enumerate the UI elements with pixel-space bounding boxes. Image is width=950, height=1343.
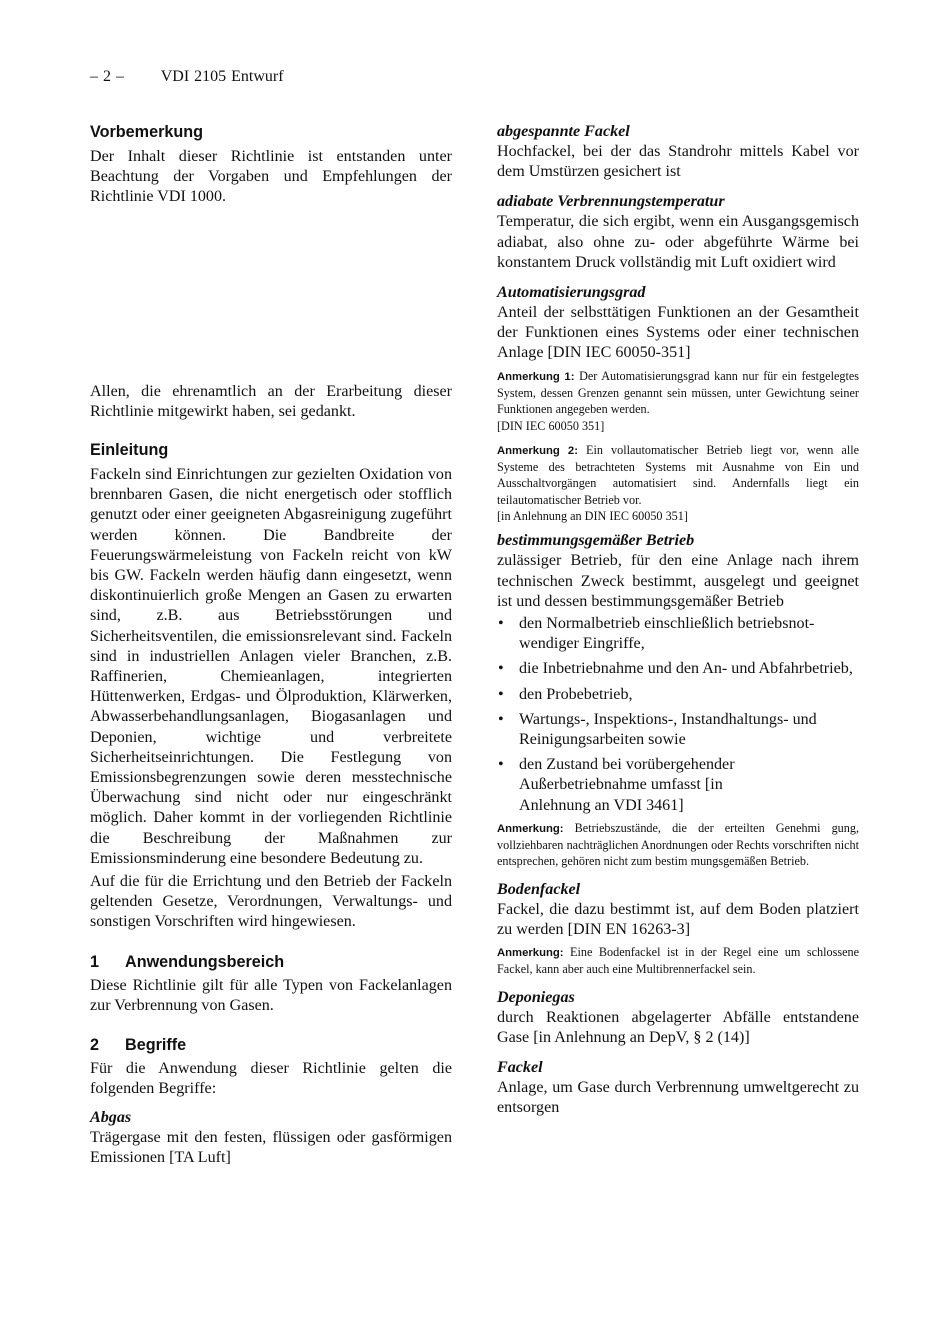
- einleitung-paragraph-1: Fackeln sind Einrichtungen zur gezielten Oxidation von brennbaren Gasen, die nicht energetisch oder stofflich genutzt oder einer geeigneten Abgasreinigung zugeführt werden können. Die Bandbreite der Feuerungswärmeleistung von Fackeln reicht von kW bis GW. Fackeln werden häufig dann eingesetzt, wenn diskontinuierlich große Mengen an Gasen zu erwarten sind, z.B. aus Betriebsstörungen und Sicherheitsventilen, die emissionsrelevant sind. Fackeln sind in industriellen Anlagen vieler Branchen, z.B. Raffinerien, Chemieanlagen, integrierten Hüttenwerken, Erdgas- und Ölproduktion, Klärwerken, Abwasserbehandlungsanlagen, Biogasanlagen und Deponien, wichtige und verbreitete Sicherheitseinrichtungen. Die Festlegung von Emissionsbegrenzungen sowie deren messtechnische Überwachung sind nicht oder nur eingeschränkt möglich. Daher kommt in der vorliegenden Richtlinie die Beschreibung der Maßnahmen zur Emissionsminderung eine besondere Bedeutung zu.: [90, 466, 452, 867]
- note-text: Ein vollautomatischer Betrieb liegt vor, wenn alle Systeme des betrachteten Systems mit Ausnahme von Ein und Ausschaltvorgängen automatisiert sind. Andernfalls liegt ein teilautomatischer Betrieb vor.: [497, 442, 860, 507]
- document-title: VDI 2105 Entwurf: [160, 68, 284, 85]
- page-number: – 2 –: [90, 68, 124, 85]
- page-header: [90, 68, 284, 86]
- bullet-icon: •: [498, 710, 504, 728]
- bullet-icon: •: [498, 614, 504, 632]
- list-item: • die Inbetriebnahme und den An- und Abfahrbetrieb,: [497, 659, 859, 679]
- bullet-icon: •: [498, 756, 504, 774]
- term-abgespannte-fackel: abgespannte Fackel: [497, 123, 630, 140]
- vorbemerkung-text: Der Inhalt dieser Richtlinie ist entstanden unter Beachtung der Vorgaben und Empfehlungen der Richtlinie VDI 1000.: [90, 148, 452, 206]
- list-item: • Wartungs-, Inspektions-, Instandhaltungs- und Reinigungsarbeiten sowie: [498, 710, 817, 748]
- term-adiabate-verbrennungstemperatur: adiabate Verbrennungstemperatur: [497, 193, 725, 211]
- note-label: Anmerkung 1:: [497, 370, 575, 383]
- note-label: Anmerkung:: [497, 947, 564, 960]
- definition-automatisierungsgrad: Anteil der selbsttätigen Funktionen an der Gesamtheit der Funktionen eines Systems oder einer technischen Anlage [DIN IEC 60050-351]: [497, 304, 859, 362]
- note-label: Anmerkung:: [497, 822, 564, 835]
- section-1-title: Anwendungsbereich: [125, 952, 285, 971]
- left-column: [90, 120, 452, 1168]
- definition-deponiegas: durch Reaktionen abgelagerter Abfälle entstandene Gase [in Anlehnung an DepV, § 2 (14)]: [497, 1008, 859, 1046]
- section-1-number: 1: [90, 952, 100, 971]
- note-text: Der Automatisierungsgrad kann nur für ein festgelegtes System, dessen Grenzen genannt sein müssen, unter Gewichtung seiner Funktionen angegeben werden.: [497, 368, 859, 417]
- list-item: • den Zustand bei vorübergehender Außerbetriebnahme umfasst [in Anlehnung an VDI 3461]: [498, 756, 735, 814]
- term-automatisierungsgrad: Automatisierungsgrad: [497, 284, 646, 302]
- section-2-text: Für die Anwendung dieser Richtlinie gelten die folgenden Begriffe:: [90, 1060, 452, 1098]
- note-text: Eine Bodenfackel ist in der Regel eine um schlossene Fackel, kann aber auch eine Multibrennerfackel sein.: [497, 945, 860, 977]
- note-reference: [DIN IEC 60050 351]: [497, 418, 605, 433]
- term-bestimmungsgemaesser-betrieb: bestimmungsgemäßer Betrieb: [497, 532, 695, 550]
- note-bodenfackel: [497, 944, 859, 978]
- term-deponiegas: Deponiegas: [497, 988, 575, 1006]
- section-2-number: 2: [90, 1036, 100, 1055]
- bullet-list: [497, 614, 859, 816]
- einleitung-paragraph-2: Auf die für die Errichtung und den Betrieb der Fackeln geltenden Gesetze, Verordnungen, Verwaltungs- und sonstigen Vorschriften wird hingewiesen.: [90, 873, 452, 931]
- bullet-icon: •: [498, 660, 504, 678]
- section-1-heading: [90, 951, 452, 973]
- section-2-heading: [90, 1034, 452, 1056]
- einleitung-heading: Einleitung: [90, 441, 169, 460]
- note-automatisierungsgrad-1: [497, 368, 859, 434]
- note-reference: [in Anlehnung an DIN IEC 60050 351]: [497, 509, 688, 523]
- dank-text: Allen, die ehrenamtlich an der Erarbeitung dieser Richtlinie mitgewirkt haben, sei gedankt.: [90, 382, 452, 420]
- list-item: • den Normalbetrieb einschließlich betriebsnotwendiger Eingriffe,: [498, 614, 815, 653]
- note-label: Anmerkung 2:: [497, 444, 578, 457]
- term-fackel: Fackel: [497, 1059, 543, 1077]
- definition-abgas: Trägergase mit den festen, flüssigen oder gasförmigen Emissionen [TA Luft]: [90, 1128, 452, 1166]
- definition-bodenfackel: Fackel, die dazu bestimmt ist, auf dem Boden platziert zu werden [DIN EN 16263-3]: [497, 900, 859, 938]
- definition-abgespannte-fackel: Hochfackel, bei der das Standrohr mittels Kabel vor dem Umstürzen gesichert ist: [497, 143, 859, 181]
- list-item: • den Probebetrieb,: [497, 685, 859, 705]
- note-text: Betriebszustände, die der erteilten Genehmi gung, vollziehbaren nachträglichen Anordnungen oder Rechts vorschriften nicht entsprechen, gehören nicht zum bestim mungsgemäßen Betrieb.: [497, 820, 860, 869]
- term-bodenfackel: Bodenfackel: [497, 880, 581, 898]
- note-bestimmungsgemaesser-betrieb: [497, 820, 859, 870]
- section-2-title: Begriffe: [125, 1036, 187, 1055]
- note-automatisierungsgrad-2: [497, 442, 859, 524]
- vorbemerkung-heading: Vorbemerkung: [90, 123, 204, 141]
- term-abgas: Abgas: [90, 1108, 132, 1126]
- definition-adiabate-verbrennungstemperatur: Temperatur, die sich ergibt, wenn ein Ausgangsgemisch adiabat, also ohne zu- oder abgeführte Wärme bei konstantem Druck vollständig mit Luft oxidiert wird: [497, 213, 859, 271]
- definition-bestimmungsgemaesser-betrieb: zulässiger Betrieb, für den eine Anlage nach ihrem technischen Zweck bestimmt, ausgelegt und geeignet ist und dessen bestimmungsgemäßer Betrieb: [497, 552, 859, 610]
- definition-fackel: Anlage, um Gase durch Verbrennung umweltgerecht zu entsorgen: [497, 1079, 859, 1117]
- bullet-icon: •: [498, 685, 504, 703]
- right-column: [497, 120, 859, 1118]
- section-1-text: Diese Richtlinie gilt für alle Typen von Fackelanlagen zur Verbrennung von Gasen.: [90, 976, 452, 1014]
